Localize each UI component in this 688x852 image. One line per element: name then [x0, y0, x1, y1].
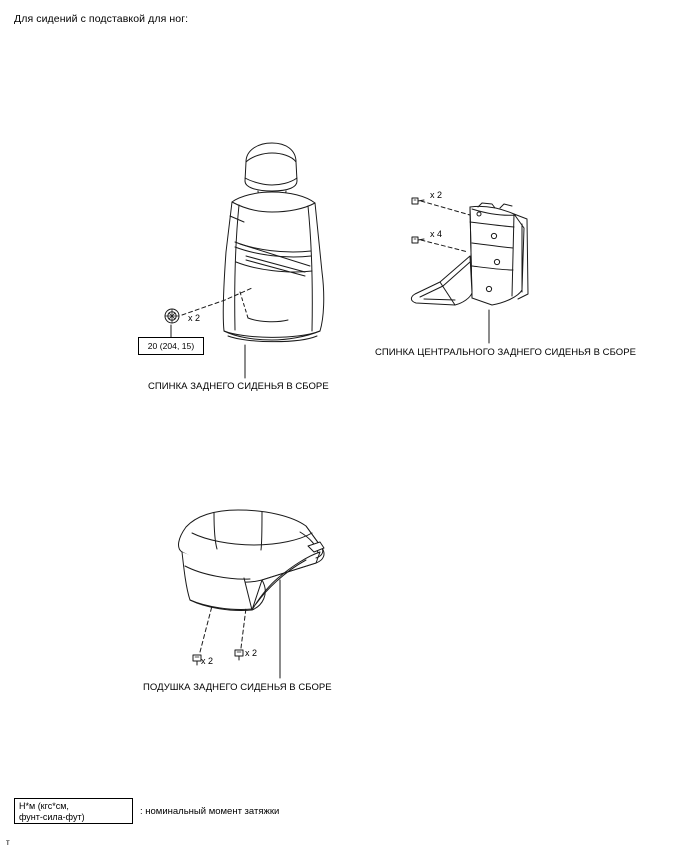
- legend-line-1: Н*м (кгс*см,: [19, 801, 69, 811]
- page-title: Для сидений с подставкой для ног:: [14, 13, 189, 25]
- caption-rear-seat-backrest: СПИНКА ЗАДНЕГО СИДЕНЬЯ В СБОРЕ: [148, 381, 329, 392]
- fastener-count-cushion-1: x 2: [201, 656, 214, 666]
- fastener-count-cushion-2: x 2: [245, 648, 258, 658]
- fastener-count-center-2: x 4: [430, 229, 443, 239]
- torque-value-box: 20 (204, 15): [138, 337, 204, 355]
- caption-center-rear-backrest: СПИНКА ЦЕНТРАЛЬНОГО ЗАДНЕГО СИДЕНЬЯ В СБОРЕ: [375, 347, 636, 358]
- figure-center-rear-backrest: [411, 198, 528, 343]
- bolt-symbol-backrest: [165, 309, 179, 323]
- legend-line-2: фунт-сила-фут): [19, 812, 85, 822]
- fastener-count-backrest: x 2: [188, 313, 201, 323]
- bolt-symbol-cushion-2: [235, 650, 243, 660]
- legend-description: : номинальный момент затяжки: [140, 806, 280, 817]
- fastener-count-center-1: x 2: [430, 190, 443, 200]
- bolt-symbol-cushion-1: [193, 655, 201, 665]
- torque-units-legend-box: [14, 798, 133, 824]
- footer-mark: т: [6, 838, 10, 847]
- caption-rear-seat-cushion: ПОДУШКА ЗАДНЕГО СИДЕНЬЯ В СБОРЕ: [143, 682, 332, 693]
